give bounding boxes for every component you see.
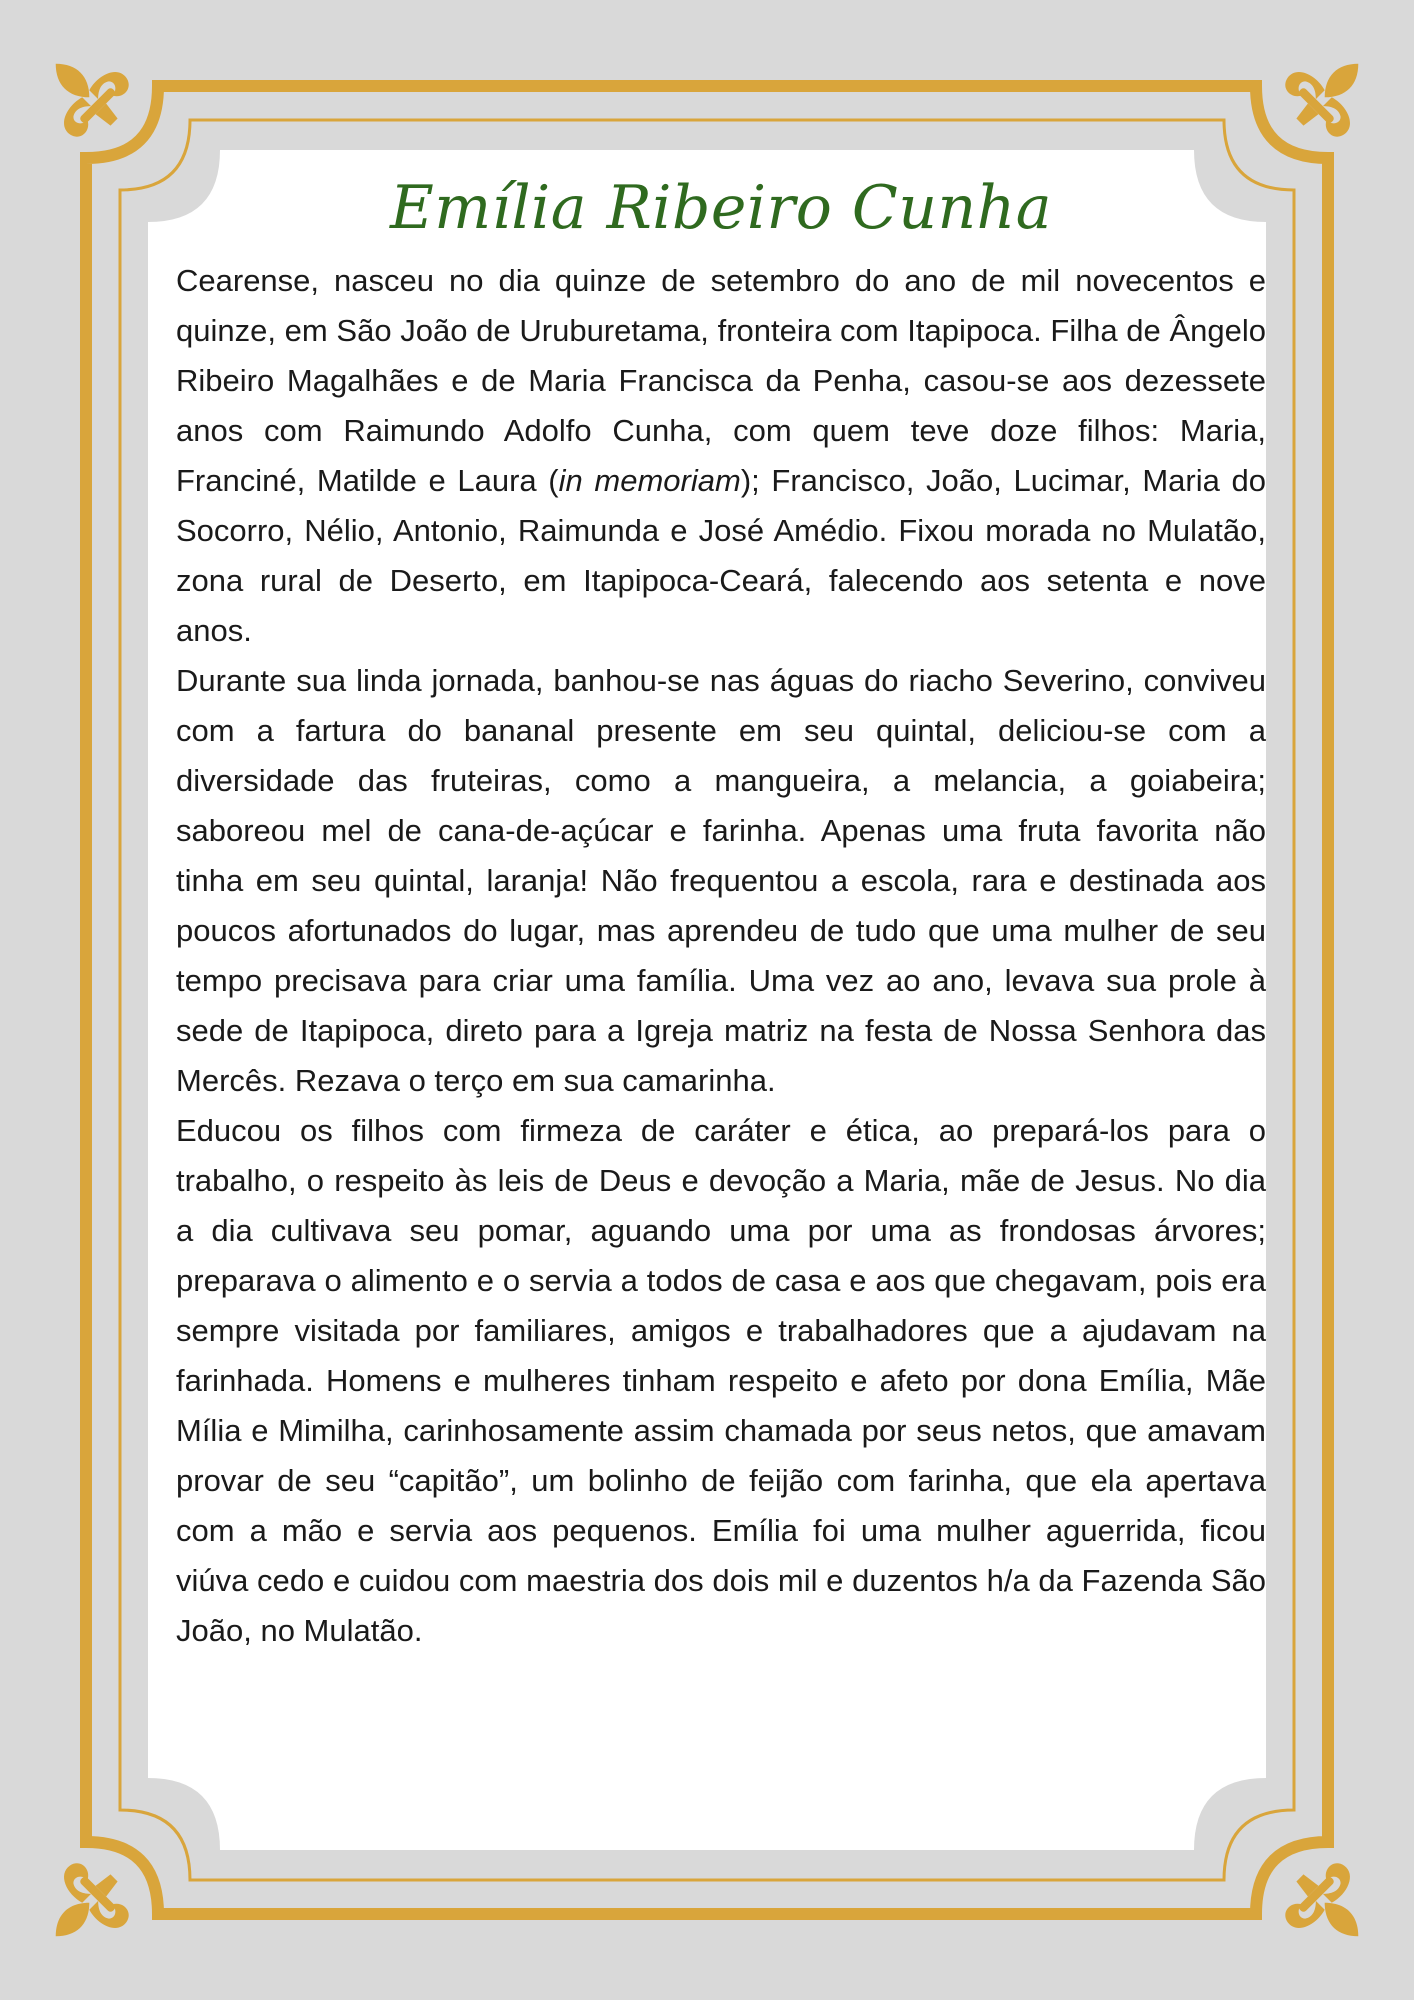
paragraph-1 bbox=[176, 256, 1266, 656]
fleur-de-lis-icon-top-right bbox=[1272, 35, 1387, 150]
page-title: Emília Ribeiro Cunha bbox=[389, 173, 1053, 243]
document-content bbox=[176, 160, 1266, 1800]
fleur-de-lis-icon-bottom-right bbox=[1272, 1850, 1387, 1965]
fleur-de-lis-icon-top-left bbox=[27, 35, 142, 150]
paragraph-2: Durante sua linda jornada, banhou-se nas águas do riacho Severino, conviveu com a fartura do bananal presente em seu quintal, deliciou-se com a diversidade das fruteiras, como a mangueira, a melancia, a goiabeira; saboreou mel de cana-de-açúcar e farinha. Apenas uma fruta favorita não tinha em seu quintal, laranja! Não frequentou a escola, rara e destinada aos poucos afortunados do lugar, mas aprendeu de tudo que uma mulher de seu tempo precisava para criar uma família. Uma vez ao ano, levava sua prole à sede de Itapipoca, direto para a Igreja matriz na festa de Nossa Senhora das Mercês. Rezava o terço em sua camarinha. bbox=[176, 663, 1266, 1098]
paragraph-1-before: Cearense, nasceu no dia quinze de setembro do ano de mil novecentos e quinze, em São João de Uruburetama, fronteira com Itapipoca. Filha de Ângelo Ribeiro Magalhães e de Maria Francisca da Penha, casou-se aos dezessete anos com Raimundo Adolfo Cunha, com quem teve doze filhos: Maria, Franciné, Matilde e Laura ( bbox=[176, 263, 1266, 498]
fleur-de-lis-icon-bottom-left bbox=[27, 1850, 142, 1965]
in-memoriam-italic: in memoriam bbox=[558, 463, 741, 498]
biography-body bbox=[176, 256, 1266, 1656]
paragraph-3: Educou os filhos com firmeza de caráter e ética, ao prepará-los para o trabalho, o respeito às leis de Deus e devoção a Maria, mãe de Jesus. No dia a dia cultivava seu pomar, aguando uma por uma as frondosas árvores; preparava o alimento e o servia a todos de casa e aos que chegavam, pois era sempre visitada por familiares, amigos e trabalhadores que a ajudavam na farinhada. Homens e mulheres tinham respeito e afeto por dona Emília, Mãe Mília e Mimilha, carinhosamente assim chamada por seus netos, que amavam provar de seu “capitão”, um bolinho de feijão com farinha, que ela apertava com a mão e servia aos pequenos. Emília foi uma mulher aguerrida, ficou viúva cedo e cuidou com maestria dos dois mil e duzentos h/a da Fazenda São João, no Mulatão. bbox=[176, 1113, 1266, 1648]
paragraph-1-after: ); Francisco, João, Lucimar, Maria do Socorro, Nélio, Antonio, Raimunda e José Amédio. Fixou morada no Mulatão, zona rural de Deserto, em Itapipoca-Ceará, falecendo aos setenta e nove anos. bbox=[176, 463, 1266, 648]
